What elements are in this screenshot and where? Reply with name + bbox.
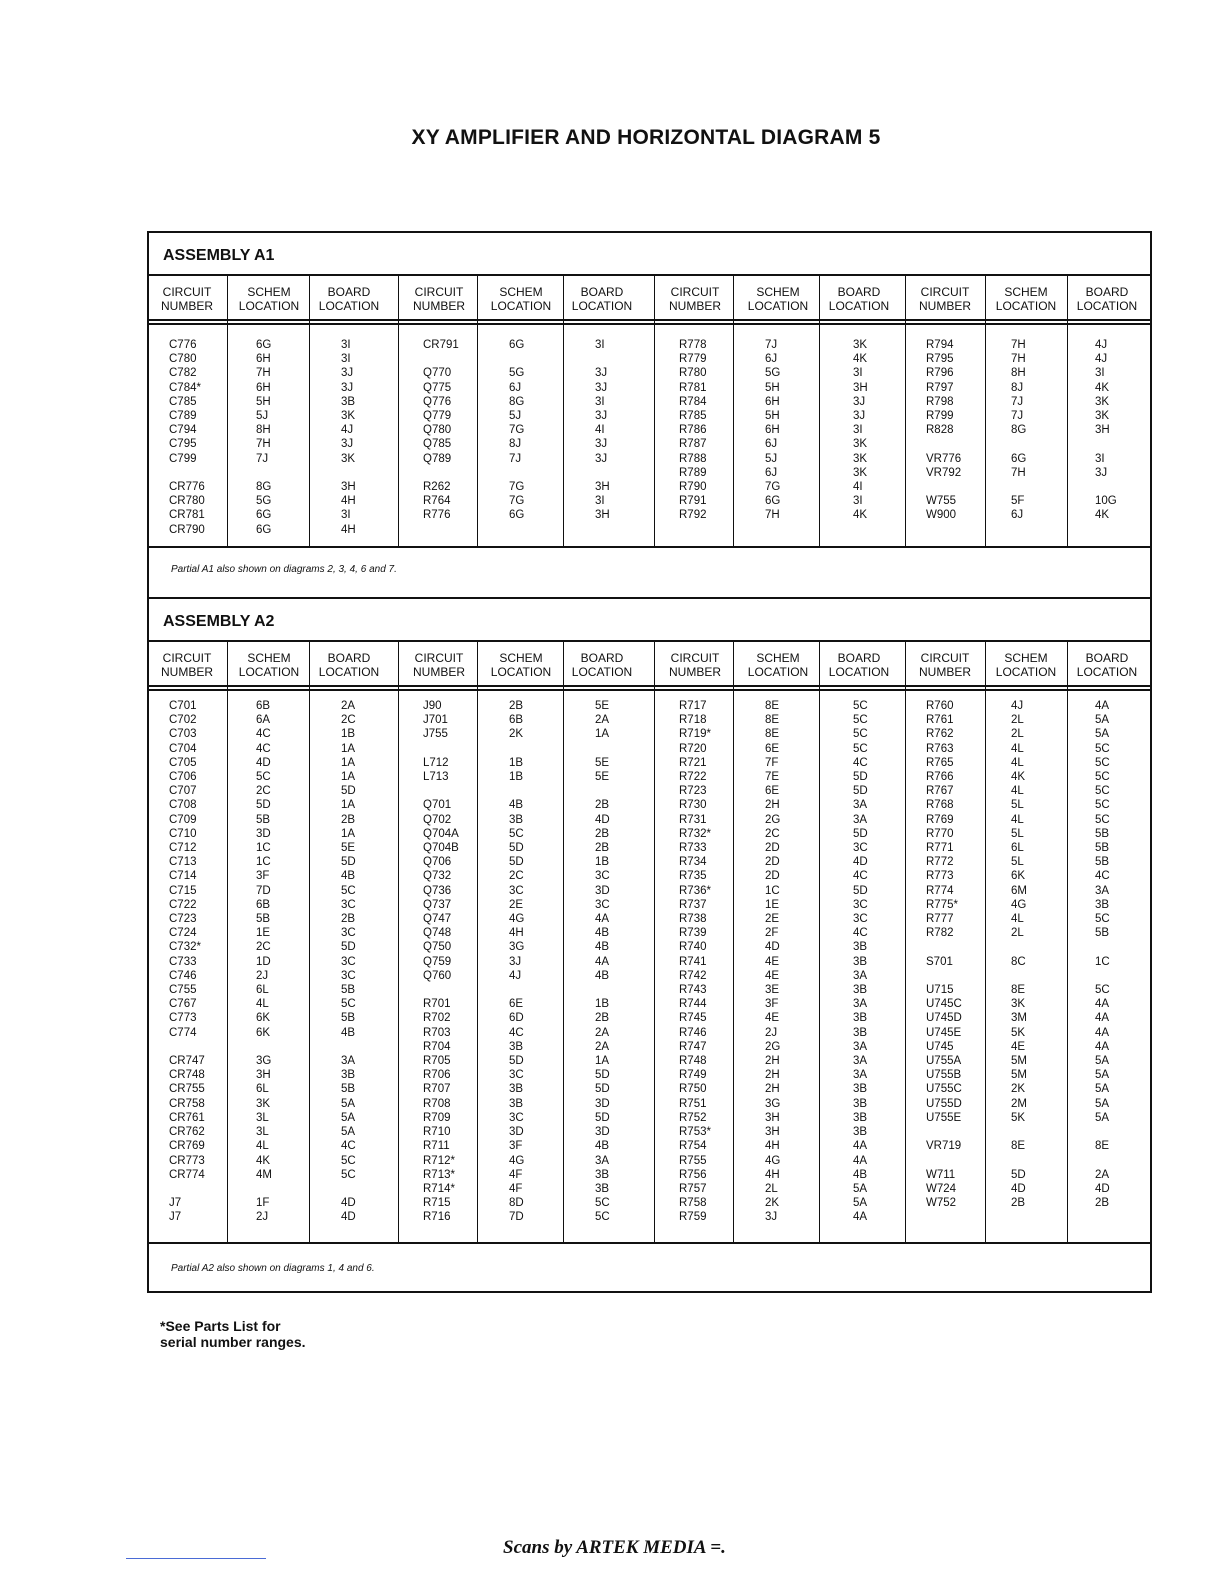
- assembly-a1-title: ASSEMBLY A1: [163, 247, 275, 264]
- a2-header-board-4: BOARD LOCATION: [1076, 651, 1138, 679]
- a1-col-schem-3: 7J 6J 5G 5H 6H 5H 6H 6J 5J 6J 7G 6G 7H: [765, 339, 781, 522]
- a1-col-circuit-3: R778 R779 R780 R781 R784 R785 R786 R787 R788 R789 R790 R791 R792: [679, 339, 707, 522]
- a1-header-schem-3: SCHEM LOCATION: [747, 285, 809, 313]
- a2-col-board-4: 4A 5A 5A 5C 5C 5C 5C 5C 5C 5B 5B 5B 4C 3A 3B 5C 5B 1C 5C 4A 4A 4A 4A 5A 5A 5A 5A 5A 8E 2A 4D 2B: [1095, 700, 1110, 1210]
- a1-col-board-1: 3I 3I 3J 3J 3B 3K 4J 3J 3K 3H 4H 3I 4H: [341, 339, 356, 536]
- a2-header-circuit-1: CIRCUIT NUMBER: [160, 651, 213, 679]
- parts-location-table: [147, 231, 1152, 1293]
- scan-credit: Scans by ARTEK MEDIA =.: [503, 1537, 726, 1558]
- a1-header-circuit-1: CIRCUIT NUMBER: [160, 285, 213, 313]
- a2-col-board-1: 2A 2C 1B 1A 1A 1A 5D 1A 2B 1A 5E 5D 4B 5C 3C 2B 3C 5D 3C 3C 5B 5C 5B 4B 3A 3B 5B 5A 5A 5A 4C 5C 5C 4D 4D: [341, 700, 356, 1224]
- a1-col-circuit-1: C776 C780 C782 C784* C785 C789 C794 C795 C799 CR776 CR780 CR781 CR790: [169, 339, 205, 536]
- a1-col-schem-2: 6G 5G 6J 8G 5J 7G 8J 7J 7G 7G 6G: [509, 339, 525, 522]
- a2-col-circuit-2: J90 J701 J755 L712 L713 Q701 Q702 Q704A Q704B Q706 Q732 Q736 Q737 Q747 Q748 Q750 Q759 Q760 R701 R702 R703 R704 R705 R706 R707 R708 R709 R710 R711 R712* R713* R714* R715 R716: [423, 700, 459, 1224]
- a2-note: Partial A2 also shown on diagrams 1, 4 and 6.: [171, 1263, 375, 1274]
- a1-col-board-3: 3K 4K 3I 3H 3J 3J 3I 3K 3K 3K 4I 3I 4K: [853, 339, 868, 522]
- serial-footnote: *See Parts List for serial number ranges.: [160, 1318, 306, 1350]
- a1-header-board-4: BOARD LOCATION: [1076, 285, 1138, 313]
- a2-header-board-1: BOARD LOCATION: [318, 651, 380, 679]
- a2-col-board-3: 5C 5C 5C 5C 4C 5D 5D 3A 3A 5D 3C 4D 4C 5D 3C 3C 4C 3B 3B 3A 3B 3A 3B 3B 3A 3A 3A 3B 3B 3B 3B 4A 4A 4B 5A 5A 4A: [853, 700, 868, 1224]
- a2-header-schem-3: SCHEM LOCATION: [747, 651, 809, 679]
- a1-header-schem-2: SCHEM LOCATION: [490, 285, 552, 313]
- assembly-a2-section: [149, 599, 1150, 1291]
- a2-col-schem-1: 6B 6A 4C 4C 4D 5C 2C 5D 5B 3D 1C 1C 3F 7D 6B 5B 1E 2C 1D 2J 6L 4L 6K 6K 3G 3H 6L 3K 3L 3L 4L 4K 4M 1F 2J: [256, 700, 272, 1224]
- a1-col-schem-1: 6G 6H 7H 6H 5H 5J 8H 7H 7J 8G 5G 6G 6G: [256, 339, 272, 536]
- a1-header-schem-4: SCHEM LOCATION: [995, 285, 1057, 313]
- a2-header-circuit-2: CIRCUIT NUMBER: [412, 651, 465, 679]
- a2-col-board-2: 5E 2A 1A 5E 5E 2B 4D 2B 2B 1B 3C 3D 3C 4A 4B 4B 4A 4B 1B 2B 2A 2A 1A 5D 5D 3D 5D 3D 4B 3A 3B 3B 5C 5C: [595, 700, 610, 1224]
- a1-header-schem-1: SCHEM LOCATION: [238, 285, 300, 313]
- a2-header-board-3: BOARD LOCATION: [828, 651, 890, 679]
- a1-col-schem-4: 7H 7H 8H 8J 7J 7J 8G 6G 7H 5F 6J: [1011, 339, 1027, 522]
- a1-header-board-2: BOARD LOCATION: [571, 285, 633, 313]
- a2-col-schem-4: 4J 2L 2L 4L 4L 4K 4L 5L 4L 5L 6L 5L 6K 6M 4G 4L 2L 8C 8E 3K 3M 5K 4E 5M 5M 2K 2M 5K 8E 5D 4D 2B: [1011, 700, 1027, 1210]
- a1-header-circuit-2: CIRCUIT NUMBER: [412, 285, 465, 313]
- a1-header-circuit-4: CIRCUIT NUMBER: [918, 285, 971, 313]
- a1-header-board-3: BOARD LOCATION: [828, 285, 890, 313]
- a1-note: Partial A1 also shown on diagrams 2, 3, 4, 6 and 7.: [171, 564, 397, 575]
- assembly-a1-section: [149, 233, 1150, 599]
- page-title: XY AMPLIFIER AND HORIZONTAL DIAGRAM 5: [411, 126, 881, 149]
- a2-header-schem-1: SCHEM LOCATION: [238, 651, 300, 679]
- a2-col-circuit-1: C701 C702 C703 C704 C705 C706 C707 C708 C709 C710 C712 C713 C714 C715 C722 C723 C724 C732* C733 C746 C755 C767 C773 C774 CR747 CR748 CR755 CR758 CR761 CR762 CR769 CR773 CR774 J7 J7: [169, 700, 205, 1224]
- a2-header-schem-4: SCHEM LOCATION: [995, 651, 1057, 679]
- assembly-a2-title: ASSEMBLY A2: [163, 613, 275, 630]
- bottom-rule: [126, 1558, 266, 1559]
- a2-col-schem-3: 8E 8E 8E 6E 7F 7E 6E 2H 2G 2C 2D 2D 2D 1C 1E 2E 2F 4D 4E 4E 3E 3F 4E 2J 2G 2H 2H 2H 3G 3H 3H 4H 4G 4H 2L 2K 3J: [765, 700, 781, 1224]
- a2-header-circuit-3: CIRCUIT NUMBER: [668, 651, 721, 679]
- a2-col-circuit-4: R760 R761 R762 R763 R765 R766 R767 R768 R769 R770 R771 R772 R773 R774 R775* R777 R782 S701 U715 U745C U745D U745E U745 U755A U755B U755C U755D U755E VR719 W711 W724 W752: [926, 700, 962, 1210]
- a2-col-schem-2: 2B 6B 2K 1B 1B 4B 3B 5C 5D 5D 2C 3C 2E 4G 4H 3G 3J 4J 6E 6D 4C 3B 5D 3C 3B 3B 3C 3D 3F 4G 4F 4F 8D 7D: [509, 700, 525, 1224]
- a1-col-circuit-2: CR791 Q770 Q775 Q776 Q779 Q780 Q785 Q789 R262 R764 R776: [423, 339, 459, 522]
- a1-header-circuit-3: CIRCUIT NUMBER: [668, 285, 721, 313]
- a2-col-circuit-3: R717 R718 R719* R720 R721 R722 R723 R730 R731 R732* R733 R734 R735 R736* R737 R738 R739 R740 R741 R742 R743 R744 R745 R746 R747 R748 R749 R750 R751 R752 R753* R754 R755 R756 R757 R758 R759: [679, 700, 711, 1224]
- a2-header-schem-2: SCHEM LOCATION: [490, 651, 552, 679]
- a1-col-circuit-4: R794 R795 R796 R797 R798 R799 R828 VR776 VR792 W755 W900: [926, 339, 962, 522]
- a1-header-board-1: BOARD LOCATION: [318, 285, 380, 313]
- a2-header-board-2: BOARD LOCATION: [571, 651, 633, 679]
- a1-col-board-2: 3I 3J 3J 3I 3J 4I 3J 3J 3H 3I 3H: [595, 339, 610, 522]
- a1-col-board-4: 4J 4J 3I 4K 3K 3K 3H 3I 3J 10G 4K: [1095, 339, 1117, 522]
- a2-header-circuit-4: CIRCUIT NUMBER: [918, 651, 971, 679]
